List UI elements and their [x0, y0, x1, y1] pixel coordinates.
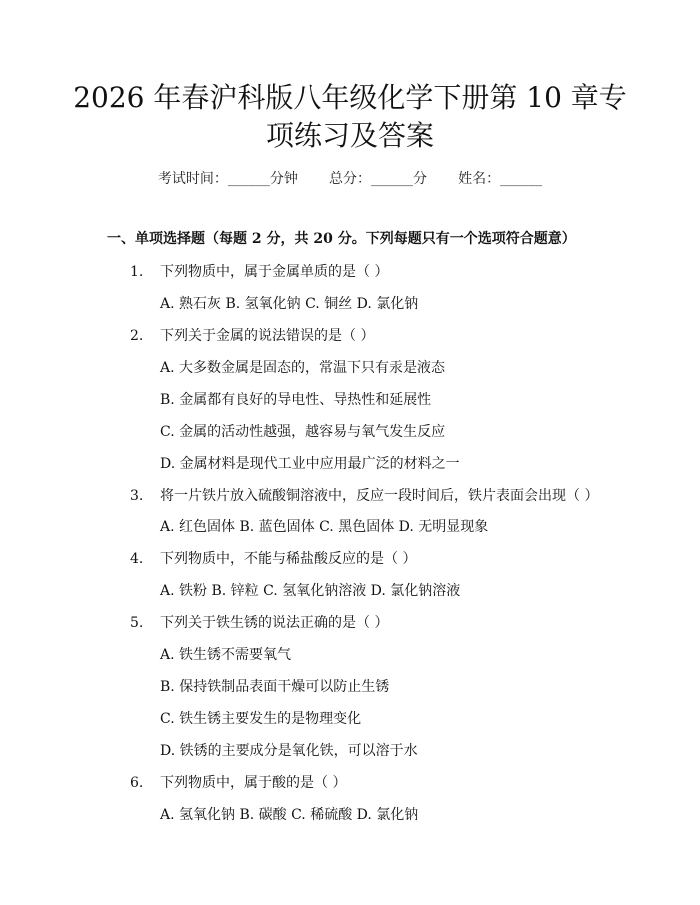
question-number: 5. — [130, 615, 144, 631]
question-6 — [130, 772, 346, 792]
question-5-option-b: B. 保持铁制品表面干燥可以防止生锈 — [160, 679, 390, 695]
question-6-options: A. 氢氧化钠 B. 碳酸 C. 稀硫酸 D. 氯化钠 — [160, 807, 419, 823]
time-unit: 分钟 — [269, 171, 298, 187]
question-stem: 将一片铁片放入硫酸铜溶液中，反应一段时间后，铁片表面会出现（ ） — [160, 488, 599, 504]
question-4-options: A. 铁粉 B. 锌粒 C. 氢氧化钠溶液 D. 氯化钠溶液 — [160, 583, 461, 599]
question-3-options: A. 红色固体 B. 蓝色固体 C. 黑色固体 D. 无明显现象 — [160, 519, 489, 535]
question-2-option-a: A. 大多数金属是固态的，常温下只有汞是液态 — [160, 360, 446, 376]
score-label: 总分： — [329, 171, 371, 187]
question-5-option-d: D. 铁锈的主要成分是氧化铁，可以溶于水 — [160, 743, 418, 759]
question-number: 1. — [130, 264, 144, 280]
question-number: 2. — [130, 328, 144, 344]
question-5 — [130, 612, 388, 632]
question-2-option-b: B. 金属都有良好的导电性、导热性和延展性 — [160, 392, 432, 408]
question-2-option-c: C. 金属的活动性越强，越容易与氧气发生反应 — [160, 424, 446, 440]
question-5-option-a: A. 铁生锈不需要氧气 — [160, 647, 292, 663]
question-number: 6. — [130, 775, 144, 791]
page-title-line-2: 项练习及答案 — [265, 119, 434, 152]
question-4 — [130, 548, 416, 568]
section-heading: 一、单项选择题（每题 2 分，共 20 分。下列每题只有一个选项符合题意） — [107, 231, 576, 247]
question-number: 3. — [130, 488, 144, 504]
question-3 — [130, 485, 598, 505]
name-blank: ______ — [500, 171, 543, 187]
question-number: 4. — [130, 551, 144, 567]
question-stem: 下列关于金属的说法错误的是（ ） — [160, 328, 375, 344]
question-1-options: A. 熟石灰 B. 氢氧化钠 C. 铜丝 D. 氯化钠 — [160, 296, 419, 312]
question-2 — [130, 325, 374, 345]
question-stem: 下列关于铁生锈的说法正确的是（ ） — [160, 615, 389, 631]
question-1 — [130, 261, 388, 281]
page-title-line-1: 2026 年春沪科版八年级化学下册第 10 章专 — [73, 81, 627, 114]
exam-meta — [0, 168, 700, 188]
question-stem: 下列物质中，属于酸的是（ ） — [160, 775, 347, 791]
score-unit: 分 — [413, 171, 427, 187]
question-5-option-c: C. 铁生锈主要发生的是物理变化 — [160, 711, 362, 727]
question-stem: 下列物质中，不能与稀盐酸反应的是（ ） — [160, 551, 417, 567]
name-label: 姓名： — [458, 171, 501, 187]
question-stem: 下列物质中，属于金属单质的是（ ） — [160, 264, 389, 280]
time-label: 考试时间： — [157, 171, 228, 187]
question-2-option-d: D. 金属材料是现代工业中应用最广泛的材料之一 — [160, 456, 460, 472]
score-blank: ______ — [371, 171, 413, 187]
time-blank: ______ — [227, 171, 270, 187]
